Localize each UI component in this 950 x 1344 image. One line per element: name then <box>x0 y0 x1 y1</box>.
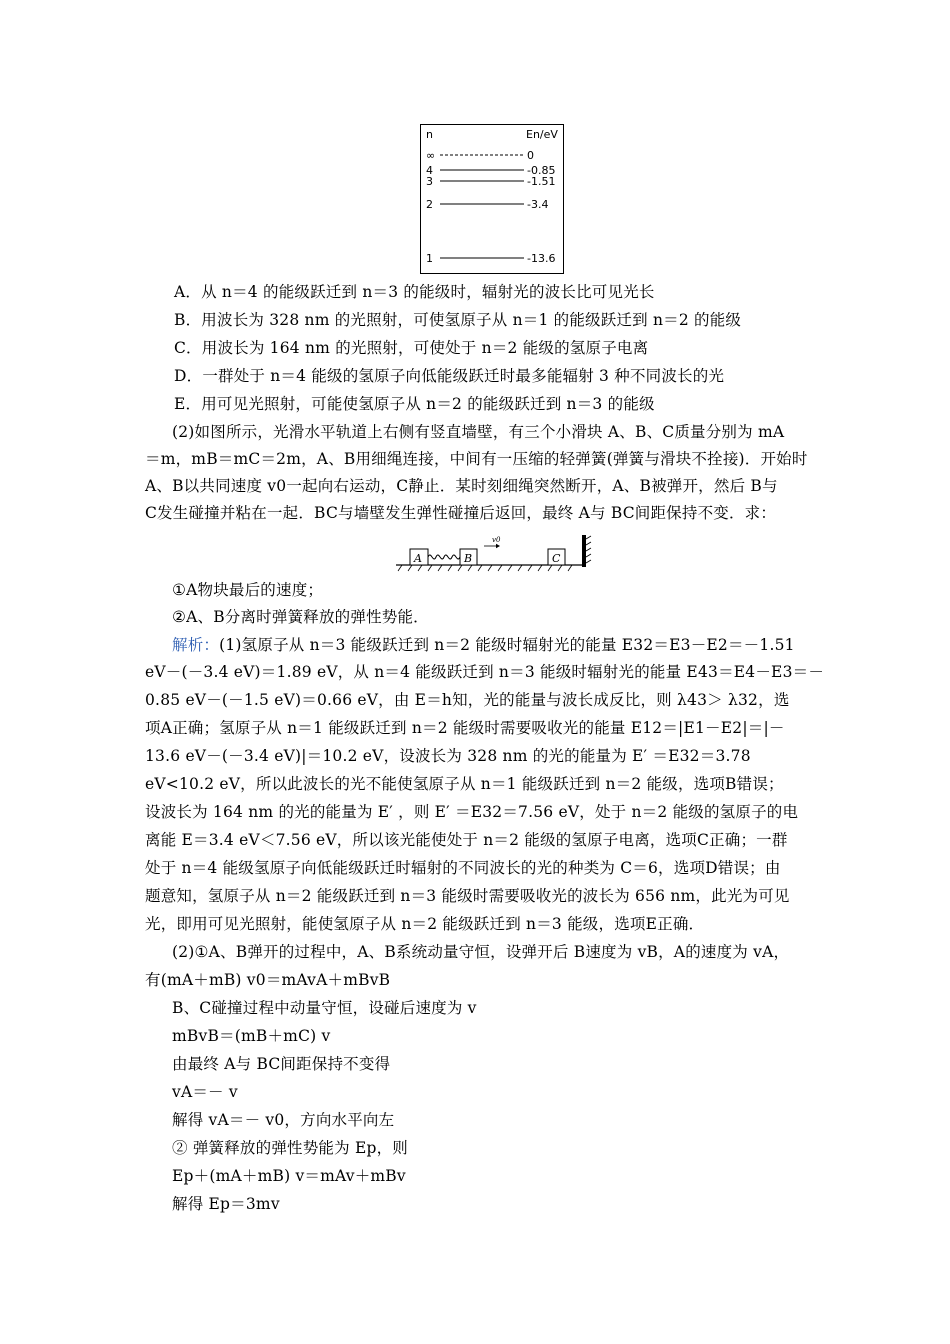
part2-line-2: 有(mA＋mB) v0＝mAvA＋mBvB <box>145 971 391 989</box>
solution-line-1 <box>172 633 842 657</box>
part2-line-4: mBvB＝(mB＋mC) v <box>172 1027 331 1045</box>
track-figure <box>396 533 592 573</box>
level-energy-label: -0.85 <box>527 164 556 177</box>
part2-line-1: (2)①A、B弹开的过程中，A、B系统动量守恒，设弹开后 B速度为 vB，A的速度为 vA， <box>172 943 790 961</box>
block-a-label: A <box>414 552 422 565</box>
problem2-line-1: (2)如图所示，光滑水平轨道上右侧有竖直墙壁，有三个小滑块 A、B、C质量分别为 mA <box>172 423 785 441</box>
level-n-label: 2 <box>426 198 433 211</box>
option-c: C．用波长为 164 nm 的光照射，可使处于 n＝2 能级的氢原子电离 <box>174 339 649 357</box>
level-energy-label: -13.6 <box>527 252 556 265</box>
option-d: D．一群处于 n＝4 能级的氢原子向低能级跃迁时最多能辐射 3 种不同波长的光 <box>174 367 725 385</box>
solution-first-line: (1)氢原子从 n＝3 能级跃迁到 n＝2 能级时辐射光的能量 E32＝E3－E2＝－1.51 <box>219 636 795 654</box>
wall <box>582 535 586 567</box>
solution-line-2: eV－(－3.4 eV)＝1.89 eV，从 n＝4 能级跃迁到 n＝3 能级时辐射光的能量 E43＝E4－E3＝－ <box>145 663 825 681</box>
solution-line-4: 项A正确；氢原子从 n＝1 能级跃迁到 n＝2 能级时需要吸收光的能量 E12＝|E1－E2|＝|－ <box>145 719 785 737</box>
block-c-label: C <box>552 552 561 565</box>
spring <box>428 555 460 559</box>
n-axis-header: n <box>426 128 433 141</box>
problem2-line-4: C发生碰撞并粘在一起．BC与墙壁发生弹性碰撞后返回，最终 A与 BC间距保持不变．求： <box>145 504 777 522</box>
part2-line-6: vA＝－ v <box>172 1083 238 1101</box>
level-n-label: 4 <box>426 164 433 177</box>
option-b: B．用波长为 328 nm 的光照射，可使氢原子从 n＝1 的能级跃迁到 n＝2 的能级 <box>174 311 742 329</box>
block-b-label: B <box>464 552 473 565</box>
solution-line-5: 13.6 eV－(－3.4 eV)|＝10.2 eV，设波长为 328 nm 的光的能量为 E′ ＝E32＝3.78 <box>145 747 751 765</box>
velocity-label: v0 <box>492 536 501 544</box>
solution-line-7: 设波长为 164 nm 的光的能量为 E′ ，则 E′ ＝E32＝7.56 eV，处于 n＝2 能级的氢原子的电 <box>145 803 799 821</box>
problem2-line-3: A、B以共同速度 v0一起向右运动，C静止．某时刻细绳突然断开，A、B被弹开，然后 B与 <box>145 477 778 495</box>
solution-line-10: 题意知，氢原子从 n＝2 能级跃迁到 n＝3 能级时需要吸收光的波长为 656 nm，此光为可见 <box>145 887 790 905</box>
level-energy-label: 0 <box>527 149 534 162</box>
option-a: A．从 n＝4 的能级跃迁到 n＝3 的能级时，辐射光的波长比可见光长 <box>174 283 655 301</box>
solution-line-9: 处于 n＝4 能级氢原子向低能级跃迁时辐射的不同波长的光的种类为 C＝6，选项D错误；由 <box>145 859 781 877</box>
solution-line-8: 离能 E＝3.4 eV＜7.56 eV，所以该光能使处于 n＝2 能级的氢原子电离，选项C正确；一群 <box>145 831 788 849</box>
level-n-label: 3 <box>426 175 433 188</box>
level-n-label: ∞ <box>426 149 436 162</box>
level-energy-label: -1.51 <box>527 175 556 188</box>
energy-level-diagram <box>420 124 564 274</box>
solution-label: 解析： <box>172 636 220 654</box>
level-n-label: 1 <box>426 252 433 265</box>
solution-line-3: 0.85 eV－(－1.5 eV)＝0.66 eV，由 E＝h知，光的能量与波长成反比，则 λ43＞ λ32，选 <box>145 691 790 709</box>
question-1: ①A物块最后的速度； <box>172 581 324 599</box>
solution-line-6: eV<10.2 eV，所以此波长的光不能使氢原子从 n＝1 能级跃迁到 n＝2 能级，选项B错误； <box>145 775 784 793</box>
part2-line-3: B、C碰撞过程中动量守恒，设碰后速度为 v <box>172 999 477 1017</box>
part2-line-5: 由最终 A与 BC间距保持不变得 <box>172 1055 391 1073</box>
level-energy-label: -3.4 <box>527 198 549 211</box>
part2-line-10: 解得 Ep＝3mv <box>172 1195 280 1213</box>
problem2-line-2: ＝m，mB＝mC＝2m，A、B用细绳连接，中间有一压缩的轻弹簧(弹簧与滑块不拴接)．开始时 <box>145 450 808 468</box>
part2-line-8: ② 弹簧释放的弹性势能为 Ep，则 <box>172 1139 408 1157</box>
question-2: ②A、B分离时弹簧释放的弹性势能． <box>172 608 429 626</box>
part2-line-7: 解得 vA＝－ v0，方向水平向左 <box>172 1111 395 1129</box>
energy-axis-header: En/eV <box>526 128 558 141</box>
part2-line-9: Ep＋(mA＋mB) v＝mAv＋mBv <box>172 1167 406 1185</box>
option-e: E．用可见光照射，可能使氢原子从 n＝2 的能级跃迁到 n＝3 的能级 <box>174 395 655 413</box>
solution-line-11: 光，即用可见光照射，能使氢原子从 n＝2 能级跃迁到 n＝3 能级，选项E正确． <box>145 915 705 933</box>
